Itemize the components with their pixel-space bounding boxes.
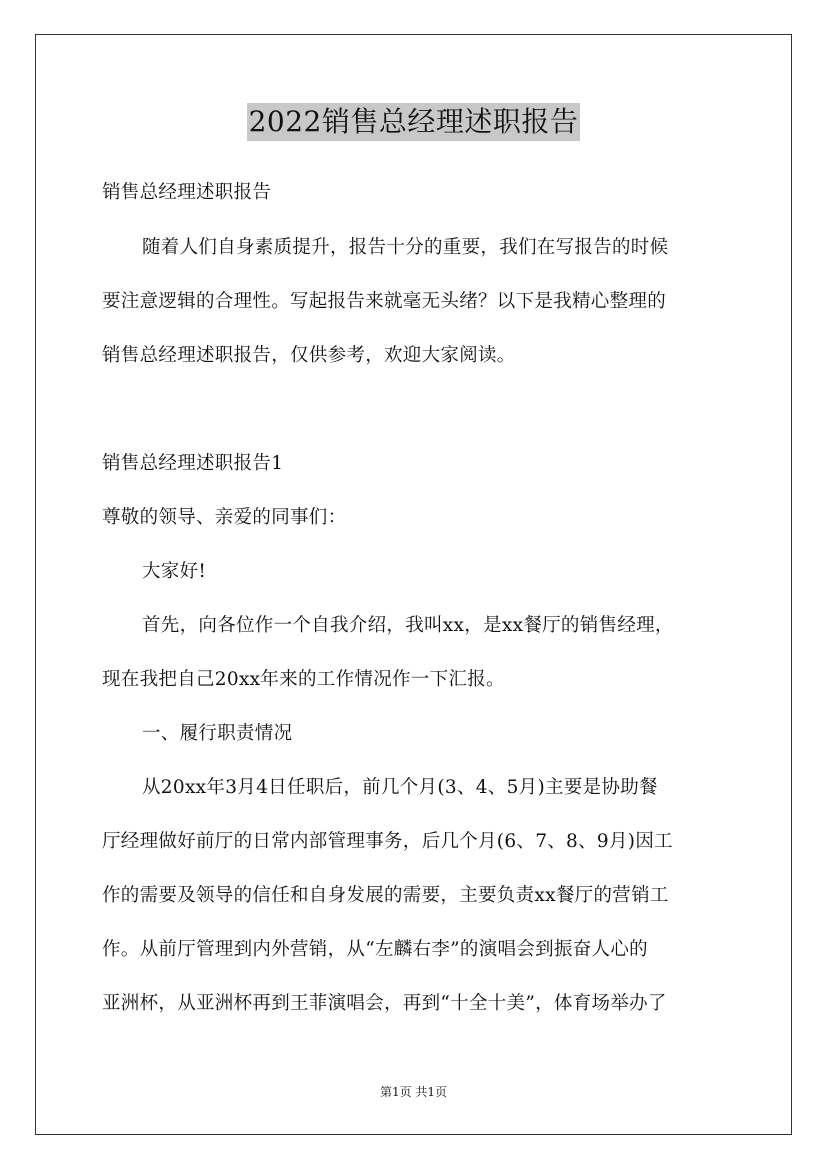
page-footer: 第1页 共1页: [379, 1085, 448, 1099]
paragraph-line: 厅经理做好前厅的日常内部管理事务，后几个月(6、7、8、9月)因工: [102, 831, 673, 852]
document-title: 2022销售总经理述职报告: [247, 103, 581, 141]
title-container: [0, 103, 827, 141]
paragraph-line: 作。从前厅管理到内外营销，从“左麟右李”的演唱会到振奋人心的: [102, 939, 648, 960]
salutation-line: 尊敬的领导、亲爱的同事们：: [102, 507, 347, 528]
subsection-heading: 一、履行职责情况: [142, 723, 293, 744]
paragraph-line: 从20xx年3月4日任职后，前几个月(3、4、5月)主要是协助餐: [142, 777, 658, 798]
paragraph-line: 首先，向各位作一个自我介绍，我叫xx，是xx餐厅的销售经理，: [142, 615, 674, 636]
greeting-line: 大家好!: [142, 561, 207, 582]
paragraph-line: 现在我把自己20xx年来的工作情况作一下汇报。: [102, 669, 505, 690]
paragraph-line: 要注意逻辑的合理性。写起报告来就毫无头绪？以下是我精心整理的: [102, 291, 667, 312]
paragraph-line: 随着人们自身素质提升，报告十分的重要，我们在写报告的时候: [142, 237, 669, 258]
subtitle-line: 销售总经理述职报告: [102, 182, 272, 203]
paragraph-line: 作的需要及领导的信任和自身发展的需要，主要负责xx餐厅的营销工: [102, 885, 669, 906]
section-heading: 销售总经理述职报告1: [102, 453, 284, 474]
paragraph-line: 销售总经理述职报告，仅供参考，欢迎大家阅读。: [102, 345, 516, 366]
paragraph-line: 亚洲杯，从亚洲杯再到王菲演唱会，再到“十全十美”，体育场举办了: [102, 993, 667, 1014]
